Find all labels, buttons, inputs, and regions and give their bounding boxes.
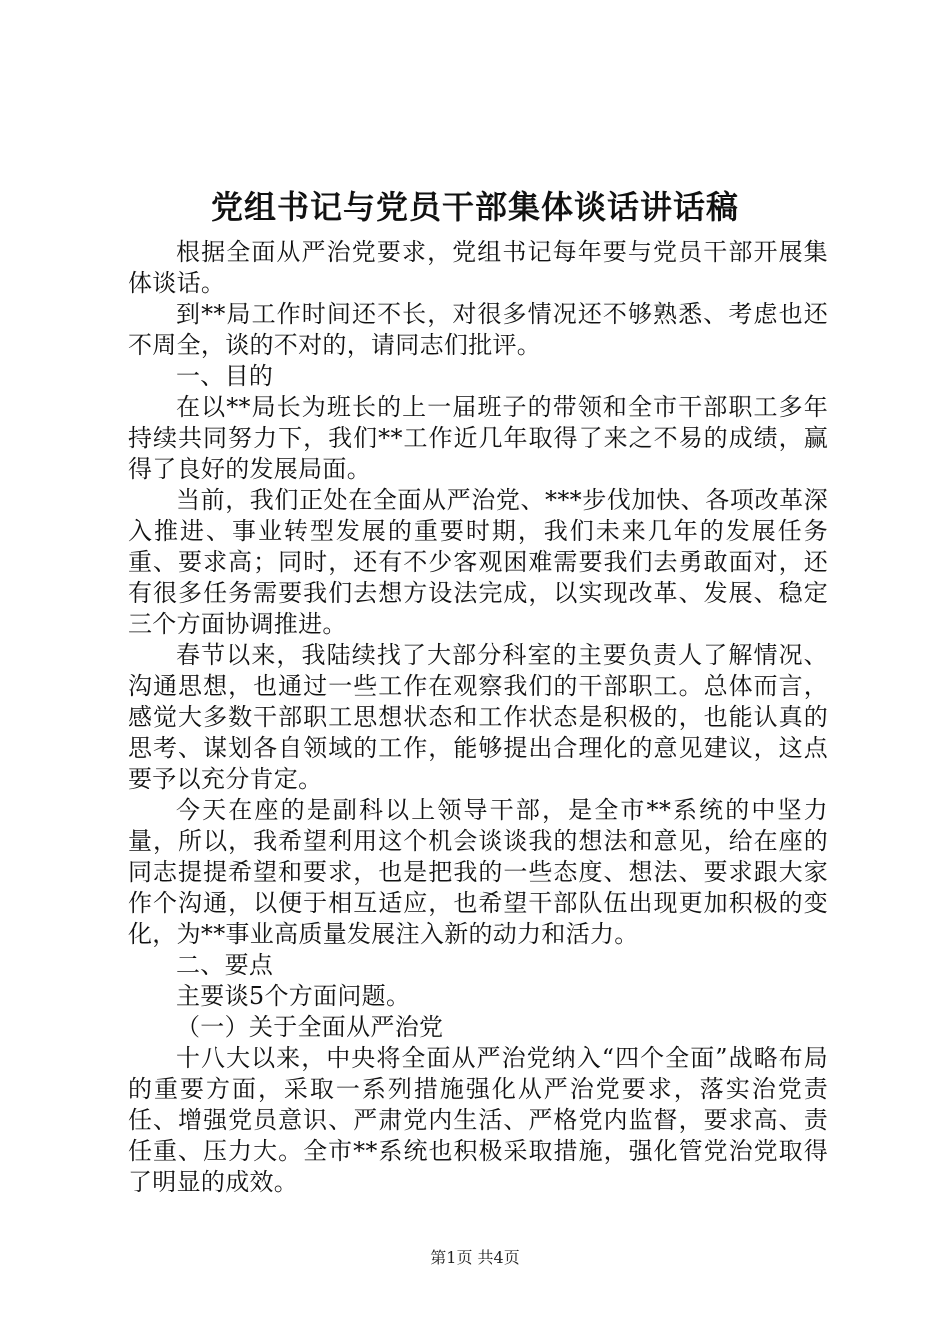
document-title: 党组书记与党员干部集体谈话讲话稿: [210, 188, 739, 226]
paragraph-achievements: 在以**局长为班长的上一届班子的带领和全市干部职工多年持续共同努力下，我们**工作近几年取得了来之不易的成绩，赢得了良好的发展局面。: [128, 393, 828, 483]
paragraph-humility: 到**局工作时间还不长，对很多情况还不够熟悉、考虑也还不周全，谈的不对的，请同志们批评。: [128, 300, 828, 359]
paragraph-intro: 根据全面从严治党要求，党组书记每年要与党员干部开展集体谈话。: [128, 238, 828, 297]
subsection-heading-party-discipline: （一）关于全面从严治党: [176, 1013, 444, 1041]
section-heading-key-points: 二、要点: [176, 951, 274, 979]
paragraph-five-issues: 主要谈5个方面问题。: [176, 982, 411, 1010]
paragraph-since-18th-congress: 十八大以来，中央将全面从严治党纳入“四个全面”战略布局的重要方面，采取一系列措施强化从严治党要求，落实治党责任、增强党员意识、严肃党内生活、严格党内监督，要求高、责任重、压力大。全市**系统也积极采取措施，强化管党治党取得了明显的成效。: [128, 1044, 828, 1196]
paragraph-current-situation: 当前，我们正处在全面从严治党、***步伐加快、各项改革深入推进、事业转型发展的重要时期，我们未来几年的发展任务重、要求高；同时，还有不少客观困难需要我们去勇敢面对，还有很多任务需要我们去想方设法完成，以实现改革、发展、稳定三个方面协调推进。: [128, 486, 828, 638]
page-footer: 第1页 共4页: [430, 1248, 520, 1267]
paragraph-observations: 春节以来，我陆续找了大部分科室的主要负责人了解情况、沟通思想，也通过一些工作在观察我们的干部职工。总体而言，感觉大多数干部职工思想状态和工作状态是积极的，也能认真的思考、谋划各自领域的工作，能够提出合理化的意见建议，这点要予以充分肯定。: [128, 641, 828, 793]
document-body: [128, 237, 828, 1198]
section-heading-purpose: 一、目的: [176, 362, 274, 390]
paragraph-expectations: 今天在座的是副科以上领导干部，是全市**系统的中坚力量，所以，我希望利用这个机会谈谈我的想法和意见，给在座的同志提提希望和要求，也是把我的一些态度、想法、要求跟大家作个沟通，以便于相互适应，也希望干部队伍出现更加积极的变化，为**事业高质量发展注入新的动力和活力。: [128, 796, 828, 948]
